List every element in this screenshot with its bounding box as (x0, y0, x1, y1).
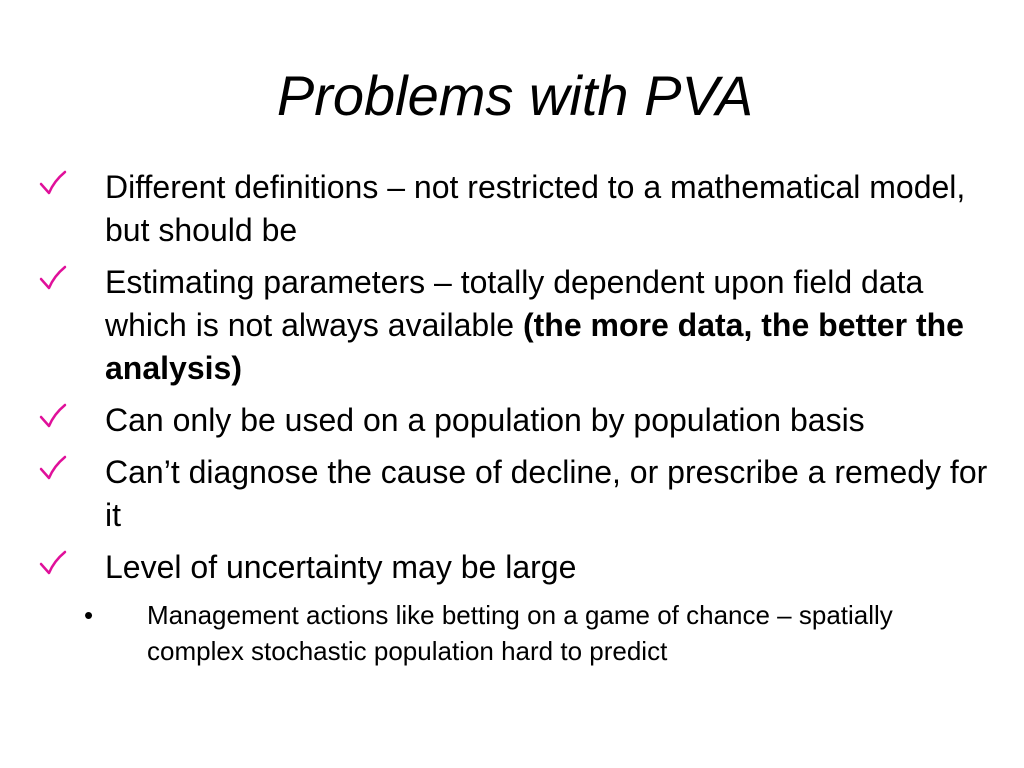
bullet-item (0, 546, 1024, 589)
bullet-item (0, 166, 1024, 252)
check-icon (38, 549, 68, 579)
bullet-text: Level of uncertainty may be large (105, 549, 577, 585)
sub-bullet-item (0, 597, 1024, 669)
bullet-item (0, 261, 1024, 390)
bullet-list (0, 166, 1024, 669)
bullet-bold-text: (the more data, the better the analysis) (105, 307, 964, 386)
bullet-item (0, 451, 1024, 537)
bullet-text: Can only be used on a population by population basis (105, 402, 865, 438)
bullet-text: Can’t diagnose the cause of decline, or prescribe a remedy for it (105, 454, 988, 533)
check-icon (38, 169, 68, 199)
bullet-text: Estimating parameters – totally dependent upon field data which is not always available (105, 264, 924, 343)
check-icon (38, 264, 68, 294)
check-icon (38, 402, 68, 432)
bullet-text: Different definitions – not restricted to a mathematical model, but should be (105, 169, 966, 248)
bullet-dot-icon: • (84, 600, 94, 630)
slide-title: Problems with PVA (276, 64, 754, 127)
bullet-item (0, 399, 1024, 442)
check-icon (38, 454, 68, 484)
sub-bullet-text: Management actions like betting on a game of chance – spatially complex stochastic population hard to predict (147, 600, 893, 666)
